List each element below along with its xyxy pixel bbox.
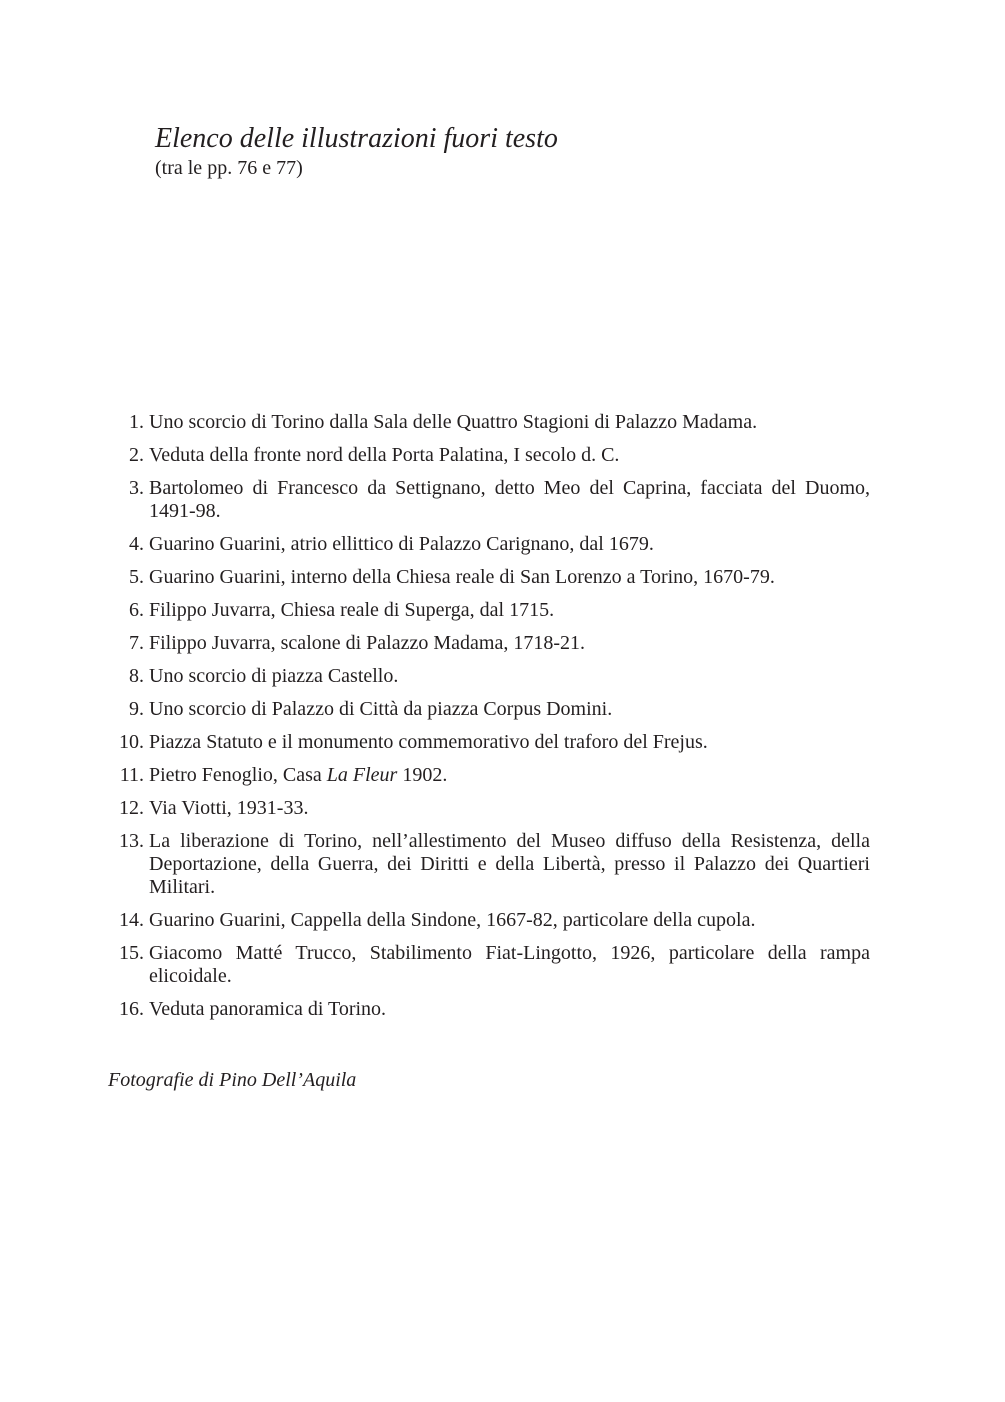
list-item [100,731,870,754]
item-text: Uno scorcio di Torino dalla Sala delle Quattro Stagioni di Palazzo Madama. [149,411,758,433]
list-item [100,830,870,899]
list-item [100,998,870,1021]
page-title: Elenco delle illustrazioni fuori testo [155,123,558,154]
item-text-italic: La Fleur [326,764,398,786]
list-item [100,444,870,467]
item-number: 15. [119,942,149,964]
item-text: Veduta della fronte nord della Porta Palatina, I secolo d. C. [149,444,620,466]
item-text: Veduta panoramica di Torino. [149,998,387,1020]
item-text-before: Pietro Fenoglio, Casa [149,764,327,786]
item-text: Filippo Juvarra, scalone di Palazzo Madama, 1718-21. [149,632,585,654]
list-item [100,533,870,556]
item-number: 16. [119,998,149,1020]
item-number: 4. [129,533,149,555]
list-item [100,477,870,523]
list-item [100,599,870,622]
item-text: Filippo Juvarra, Chiesa reale di Superga, dal 1715. [149,599,555,621]
item-number: 7. [129,632,149,654]
item-text: Guarino Guarini, Cappella della Sindone, 1667-82, particolare della cupola. [149,909,756,931]
item-number: 6. [129,599,149,621]
item-text-after: 1902. [397,764,448,786]
list-item [100,566,870,589]
item-text: Via Viotti, 1931-33. [149,797,309,819]
page-subtitle: (tra le pp. 76 e 77) [155,157,303,179]
item-number: 12. [119,797,149,819]
list-item [100,632,870,655]
list-item [100,411,870,434]
illustration-list [100,411,870,1031]
list-item [100,665,870,688]
item-text: Guarino Guarini, atrio ellittico di Palazzo Carignano, dal 1679. [149,533,654,555]
item-number: 11. [119,764,149,786]
item-number: 8. [129,665,149,687]
list-item [100,942,870,988]
item-number: 9. [129,698,149,720]
page-header [155,122,558,180]
item-text: Bartolomeo di Francesco da Settignano, detto Meo del Caprina, facciata del Duomo, 1491-98. [149,477,870,522]
item-number: 14. [119,909,149,931]
item-text: La liberazione di Torino, nell’allestimento del Museo diffuso della Resistenza, della Deportazione, della Guerra, dei Diritti e della Libertà, presso il Palazzo dei Quartieri Militari. [149,830,870,898]
item-text: Piazza Statuto e il monumento commemorativo del traforo del Frejus. [149,731,708,753]
item-number: 2. [129,444,149,466]
item-text: Giacomo Matté Trucco, Stabilimento Fiat-Lingotto, 1926, particolare della rampa elicoidale. [149,942,870,987]
item-number: 3. [129,477,149,499]
item-text [149,764,870,787]
list-item [100,698,870,721]
item-number: 5. [129,566,149,588]
item-text: Guarino Guarini, interno della Chiesa reale di San Lorenzo a Torino, 1670-79. [149,566,775,588]
item-text: Uno scorcio di piazza Castello. [149,665,399,687]
photo-credits: Fotografie di Pino Dell’Aquila [108,1069,357,1091]
item-number: 13. [119,830,149,852]
item-number: 1. [129,411,149,433]
list-item [100,797,870,820]
item-number: 10. [119,731,149,753]
list-item [100,764,870,787]
item-text: Uno scorcio di Palazzo di Città da piazza Corpus Domini. [149,698,613,720]
list-item [100,909,870,932]
